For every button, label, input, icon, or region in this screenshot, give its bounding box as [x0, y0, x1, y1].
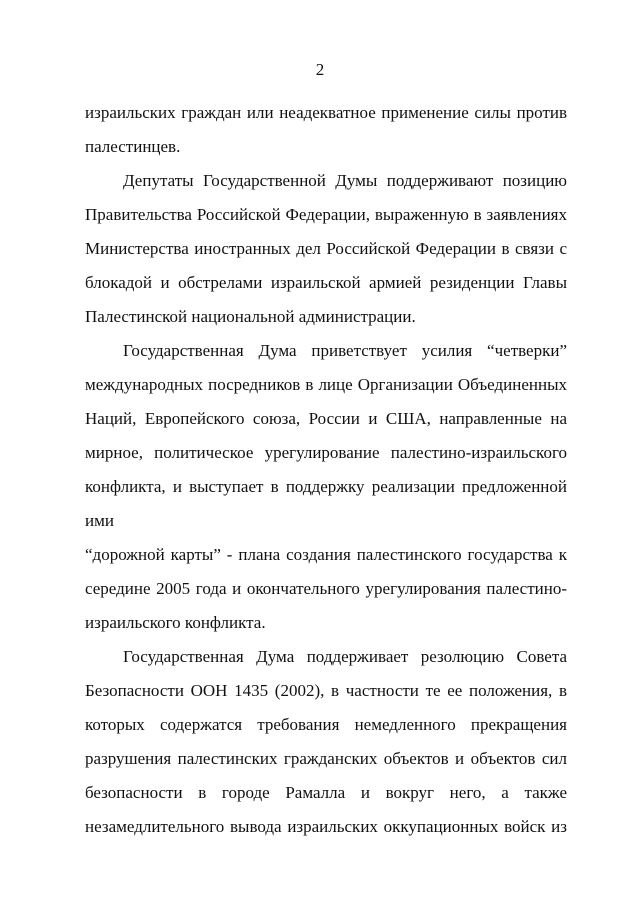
paragraph-4	[85, 640, 567, 844]
page-number: 2	[315, 60, 325, 79]
text-line: Правительства Российской Федерации, выраженную в заявлениях	[85, 205, 567, 224]
text-line: Наций, Европейского союза, России и США, направленные на	[85, 409, 567, 428]
text-line: израильского конфликта.	[85, 613, 266, 632]
text-line: конфликта, и выступает в поддержку реализации предложенной ими	[85, 477, 567, 530]
text-line: середине 2005 года и окончательного урегулирования палестино-	[85, 579, 567, 598]
text-line: которых содержатся требования немедленного прекращения	[85, 715, 567, 734]
text-line: Министерства иностранных дел Российской Федерации в связи с	[85, 239, 567, 258]
text-line: разрушения палестинских гражданских объектов и объектов сил	[85, 749, 567, 768]
paragraph-2	[85, 164, 567, 334]
text-line: блокадой и обстрелами израильской армией резиденции Главы	[85, 273, 567, 292]
document-body	[85, 96, 567, 844]
text-line: Палестинской национальной администрации.	[85, 307, 416, 326]
text-line: израильских граждан или неадекватное применение силы против	[85, 103, 567, 122]
text-line: Депутаты Государственной Думы поддерживают позицию	[123, 171, 567, 190]
text-line: Безопасности ООН 1435 (2002), в частности те ее положения, в	[85, 681, 567, 700]
text-line: палестинцев.	[85, 137, 181, 156]
text-line: международных посредников в лице Организации Объединенных	[85, 375, 567, 394]
text-line: незамедлительного вывода израильских оккупационных войск из	[85, 817, 567, 836]
text-line: Государственная Дума поддерживает резолюцию Совета	[123, 647, 567, 666]
text-line: безопасности в городе Рамалла и вокруг него, а также	[85, 783, 567, 802]
text-line: мирное, политическое урегулирование палестино-израильского	[85, 443, 567, 462]
text-line: “дорожной карты” - плана создания палестинского государства к	[85, 545, 567, 564]
paragraph-3	[85, 334, 567, 640]
paragraph-1	[85, 96, 567, 164]
text-line: Государственная Дума приветствует усилия “четверки”	[123, 341, 567, 360]
